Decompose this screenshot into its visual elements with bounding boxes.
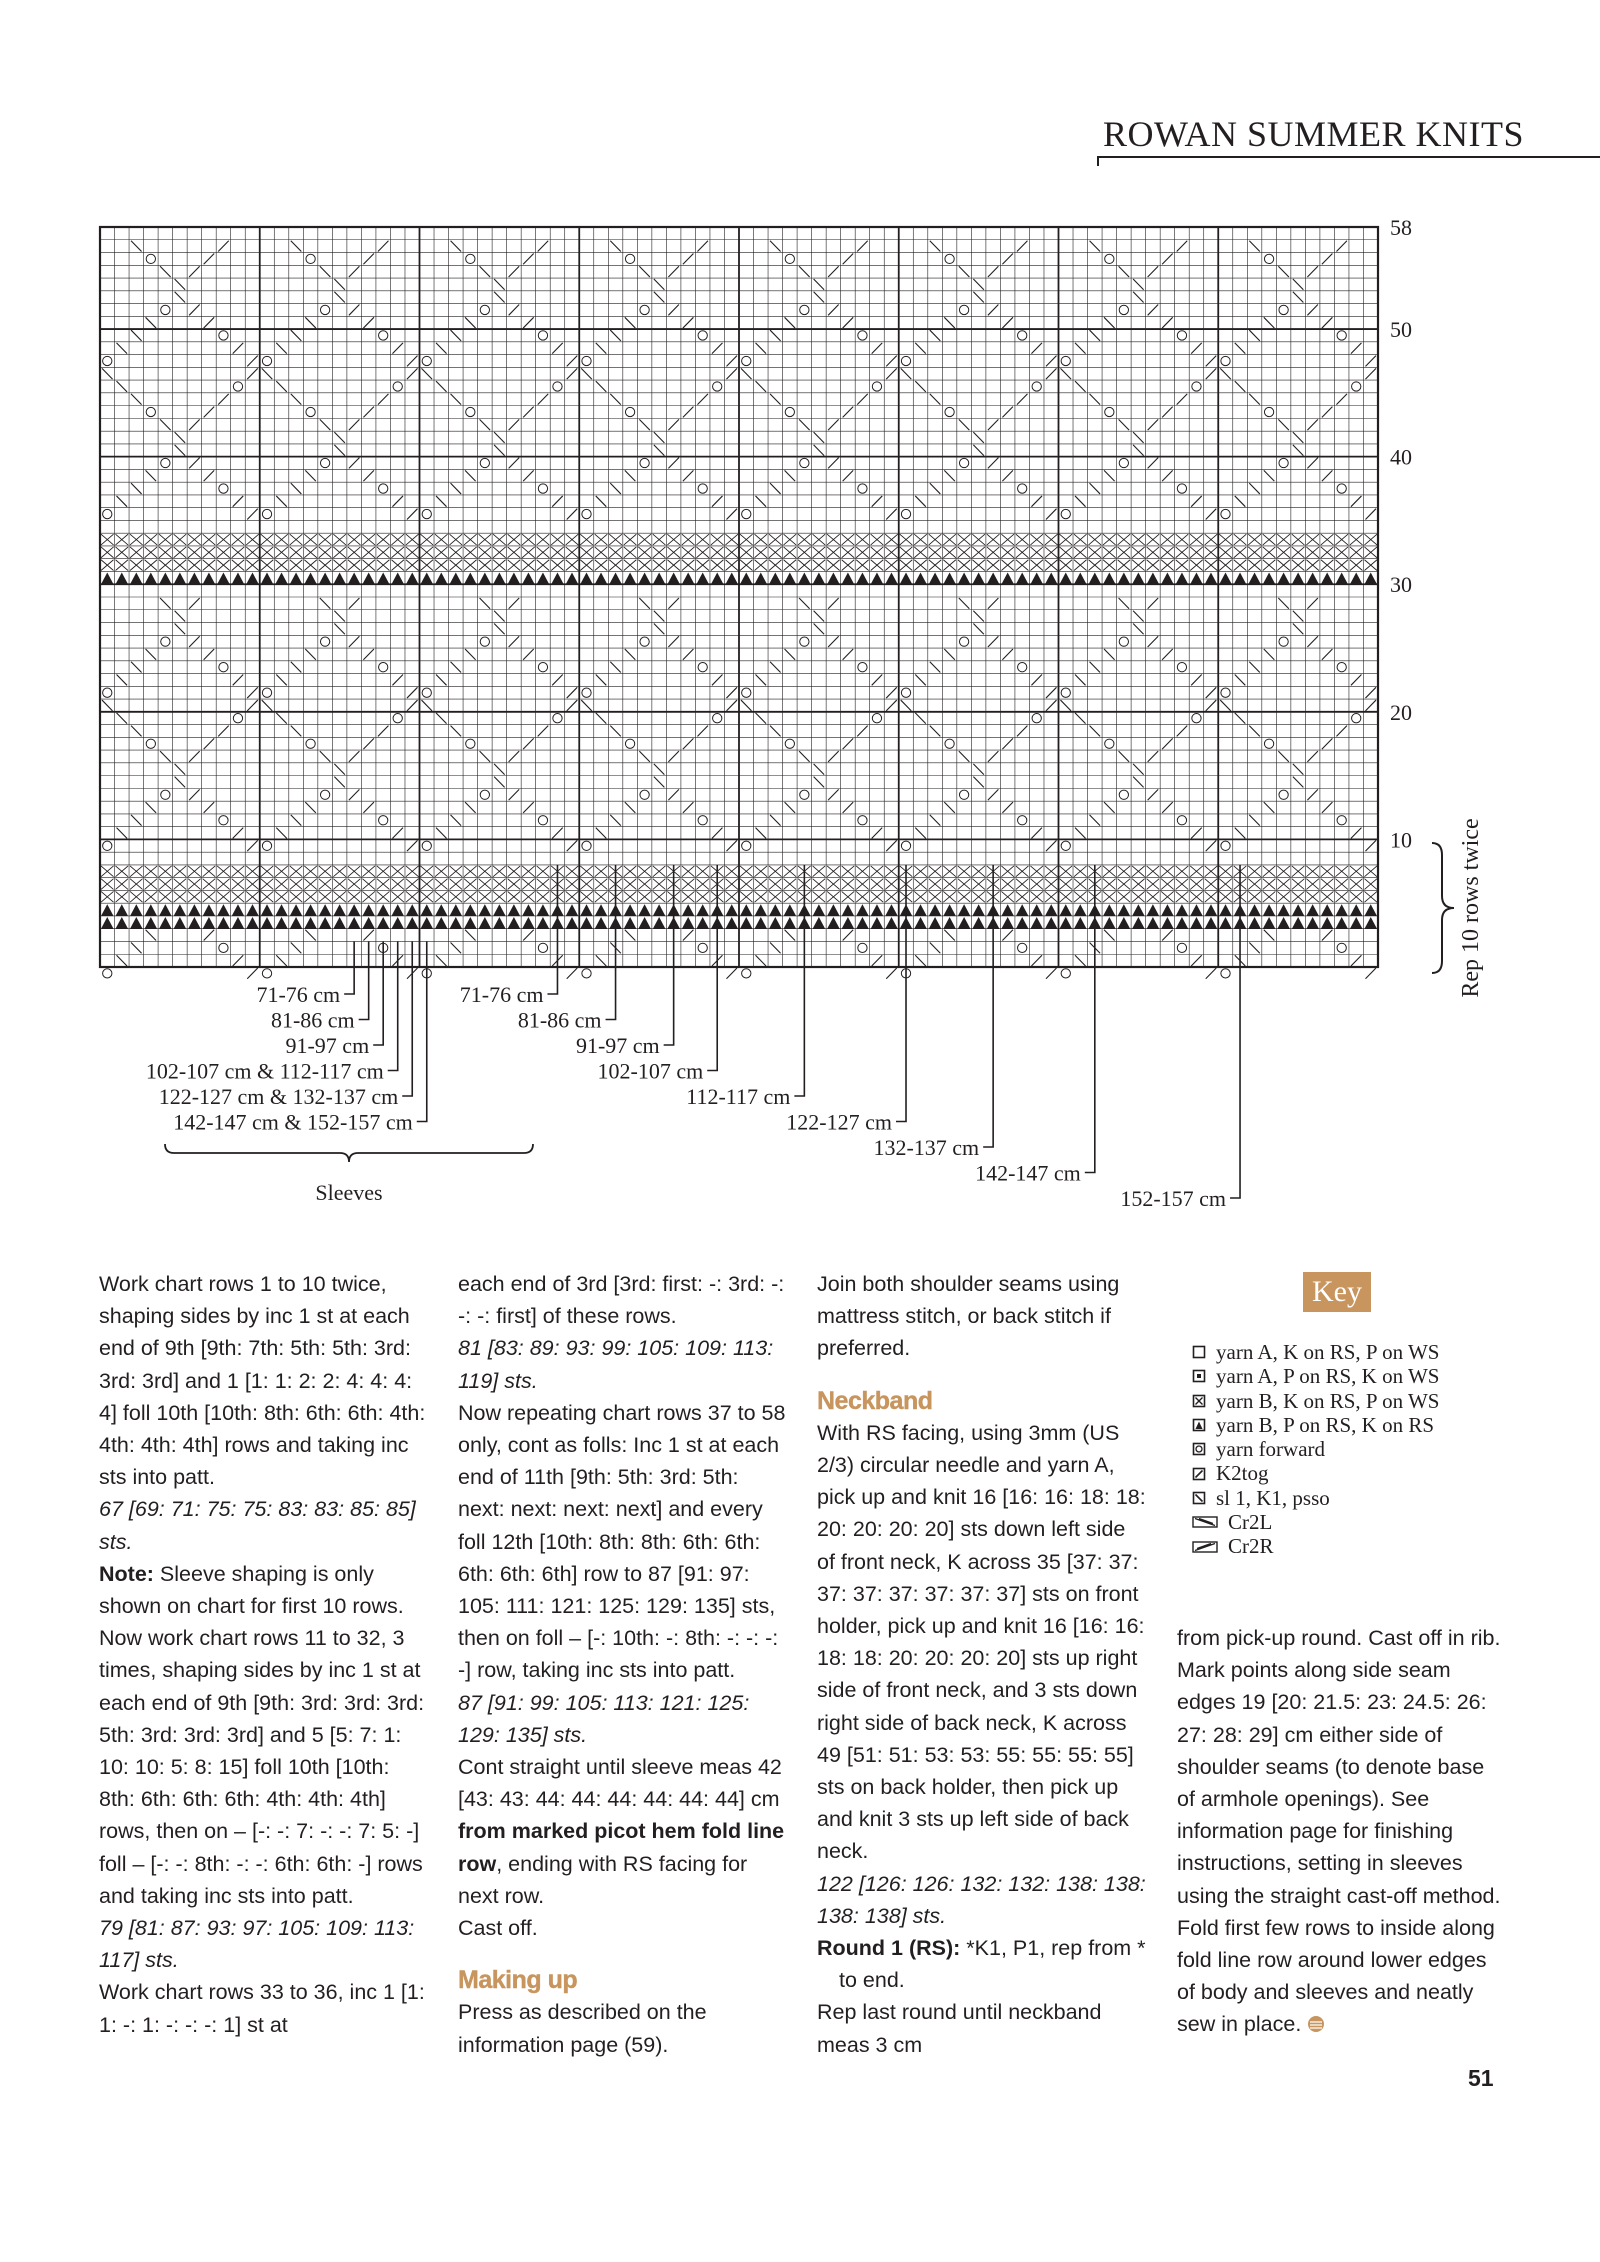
- neckband-heading: Neckband: [817, 1386, 933, 1415]
- body-size-label: 122-127 cm: [786, 1109, 893, 1135]
- key-item: [1192, 1486, 1439, 1510]
- rowan-end-icon: [1307, 2015, 1325, 2033]
- col2-para3: Cont straight until sleeve meas 42 [43: 43: 44: 44: 44: 44: 44: 44] cm from marked picot hem fold line row, ending with RS facing for next row.: [458, 1755, 785, 1908]
- key-item: [1192, 1389, 1439, 1413]
- col2-para5: Press as described on the information page (59).: [458, 2000, 707, 2057]
- key-item-label: sl 1, K1, psso: [1216, 1485, 1330, 1510]
- repeat-brace: [1432, 843, 1454, 973]
- key-item: [1192, 1510, 1439, 1534]
- body-size-label: 102-107 cm: [597, 1058, 704, 1084]
- col2-para2: Now repeating chart rows 37 to 58 only, cont as folls: Inc 1 st at each end of 11th [9th: 5th: 3rd: 5th: next: next: next: next] and every foll 12th [10th: 8th: 8th: 6th: 6th: 6th: 6th: 6th] row to 87 [91: 97: 105: 111: 121: 125: 129: 135] sts, then on foll – [-: 10th: -: 8th: -: -: -: -] row, taking inc sts into patt.: [458, 1400, 786, 1683]
- key-list: [1192, 1340, 1439, 1559]
- note-text: Sleeve shaping is only shown on chart for first 10 rows.: [99, 1561, 404, 1619]
- making-up-heading: Making up: [458, 1966, 578, 1995]
- col2-count2: 87 [91: 99: 105: 113: 121: 125: 129: 135] sts.: [458, 1690, 750, 1747]
- key-symbol-icon: [1192, 1491, 1206, 1505]
- col2-para4: Cast off.: [458, 1916, 538, 1941]
- body-size-label: 112-117 cm: [686, 1084, 791, 1109]
- col1-para3: Work chart rows 33 to 36, inc 1 [1: 1: -: 1: -: -: -: 1] st at: [99, 1980, 425, 2037]
- row-label: 20: [1390, 699, 1412, 725]
- column-2: [458, 1268, 788, 2061]
- key-symbol-icon: [1192, 1394, 1206, 1408]
- col3-count: 122 [126: 126: 132: 132: 138: 138: 138: 138] sts.: [817, 1871, 1146, 1928]
- col4-para1: from pick-up round. Cast off in rib. Mark points along side seam edges 19 [20: 21.5: 23: 24.5: 26: 27: 28: 29] cm either side of shoulder seams (to denote base of armhole openings). See information page for finishing instructions, setting in sleeves using the straight cast-off method. Fold first few rows to inside along fold line row around lower edges of body and sleeves and neatly sew in place.: [1177, 1626, 1501, 2037]
- row-label: 30: [1390, 572, 1412, 598]
- body-size-label: 81-86 cm: [517, 1007, 602, 1033]
- key-symbol-icon: [1192, 1442, 1206, 1456]
- sleeves-brace: [165, 1144, 533, 1162]
- row-label: 10: [1390, 827, 1412, 853]
- col1-para1: Work chart rows 1 to 10 twice, shaping sides by inc 1 st at each end of 9th [9th: 7th: 5th: 5th: 3rd: 3rd: 3rd] and 1 [1: 1: 2: 2: 4: 4: 4: 4] foll 10th [10th: 8th: 6th: 6th: 4th: 4th: 4th: 4th] rows and taking inc sts into patt.: [99, 1272, 426, 1490]
- key-item: [1192, 1534, 1439, 1558]
- col2-count1: 81 [83: 89: 93: 99: 105: 109: 113: 119] sts.: [458, 1336, 774, 1393]
- sleeve-size-label: 91-97 cm: [285, 1033, 370, 1058]
- column-4: [1177, 1622, 1507, 2041]
- key-item: [1192, 1461, 1439, 1485]
- column-1: [99, 1268, 429, 2041]
- sleeve-size-label: 102-107 cm & 112-117 cm: [145, 1058, 384, 1084]
- col3-para3: Rep last round until neckband meas 3 cm: [817, 2000, 1102, 2057]
- key-item-label: yarn B, K on RS, P on WS: [1216, 1388, 1440, 1413]
- key-item-label: yarn A, P on RS, K on WS: [1216, 1364, 1440, 1389]
- col3-round: Round 1 (RS): *K1, P1, rep from * to end.: [817, 1936, 1146, 1993]
- sleeves-label: Sleeves: [315, 1180, 383, 1205]
- sleeve-size-label: 71-76 cm: [256, 982, 341, 1007]
- note-label: Note:: [99, 1561, 154, 1586]
- key-symbol-icon: [1192, 1467, 1206, 1481]
- body-size-label: 152-157 cm: [1120, 1186, 1227, 1211]
- key-symbol-icon: [1192, 1369, 1206, 1383]
- row-label: 58: [1390, 215, 1412, 240]
- col2-para1: each end of 3rd [3rd: first: -: 3rd: -: -: -: first] of these rows.: [458, 1272, 785, 1329]
- sleeve-size-label: 122-127 cm & 132-137 cm: [158, 1084, 399, 1109]
- key-title: Key: [1303, 1272, 1371, 1312]
- body-size-label: 132-137 cm: [873, 1135, 980, 1160]
- chart-row-labels: [1390, 215, 1412, 852]
- body-size-label: 91-97 cm: [575, 1033, 660, 1058]
- key-item-label: yarn B, P on RS, K on RS: [1216, 1412, 1435, 1437]
- key-item: [1192, 1340, 1439, 1364]
- col1-note: [99, 1558, 429, 1622]
- key-symbol-icon: [1192, 1418, 1206, 1432]
- body-size-label: 71-76 cm: [459, 982, 544, 1007]
- key-item-label: yarn forward: [1216, 1437, 1326, 1462]
- row-label: 50: [1390, 317, 1412, 343]
- key-item: [1192, 1437, 1439, 1461]
- sleeve-size-label: 142-147 cm & 152-157 cm: [173, 1109, 413, 1135]
- key-item-label: Cr2R: [1228, 1534, 1274, 1559]
- col1-count1: 67 [69: 71: 75: 75: 83: 83: 85: 85] sts.: [99, 1497, 416, 1554]
- col1-count2: 79 [81: 87: 93: 97: 105: 109: 113: 117] sts.: [99, 1916, 415, 1973]
- key-symbol-icon: [1192, 1345, 1206, 1359]
- col3-para2: With RS facing, using 3mm (US 2/3) circular needle and yarn A, pick up and knit 16 [16: 16: 18: 18: 20: 20: 20: 20] sts down left side of front neck, K across 35 [37: 37: 37: 37: 37: 37: 37: 37] sts on front holder, pick up and knit 16 [16: 16: 18: 18: 20: 20: 20: 20] sts up right side of front neck, and 3 sts down right side of back neck, K across 49 [51: 51: 53: 53: 55: 55: 55: 55] sts on back holder, then pick up and knit 3 sts up left side of back neck.: [817, 1420, 1146, 1864]
- key-item-label: Cr2L: [1228, 1510, 1273, 1535]
- key-item-label: K2tog: [1216, 1461, 1269, 1486]
- key-symbol-icon: [1192, 1515, 1218, 1529]
- size-labels: [146, 982, 1226, 1211]
- running-head: ROWAN SUMMER KNITS: [1103, 114, 1525, 154]
- key-item: [1192, 1413, 1439, 1437]
- sleeve-size-label: 81-86 cm: [270, 1007, 355, 1033]
- repeat-note: Rep 10 rows twice: [1458, 818, 1484, 998]
- column-3: [817, 1268, 1147, 2061]
- key-item-label: yarn A, K on RS, P on WS: [1216, 1340, 1440, 1364]
- col3-para1: Join both shoulder seams using mattress stitch, or back stitch if preferred.: [817, 1272, 1120, 1361]
- page-number: 51: [1468, 2065, 1494, 2091]
- body-size-label: 142-147 cm: [975, 1160, 1081, 1186]
- key-symbol-icon: [1192, 1540, 1218, 1554]
- col1-para2: Now work chart rows 11 to 32, 3 times, shaping sides by inc 1 st at each end of 9th [9th: 3rd: 3rd: 3rd: 5th: 3rd: 3rd: 3rd] and 5 [5: 7: 1: 10: 10: 5: 8: 15] foll 10th [10th: 8th: 6th: 6th: 6th: 4th: 4th: 4th] rows, then on – [-: -: 7: -: -: 7: 5: -] foll – [-: -: 8th: -: -: 6th: 6th: -] rows and taking inc sts into patt.: [99, 1626, 425, 1908]
- row-label: 40: [1390, 444, 1412, 470]
- key-item: [1192, 1364, 1439, 1388]
